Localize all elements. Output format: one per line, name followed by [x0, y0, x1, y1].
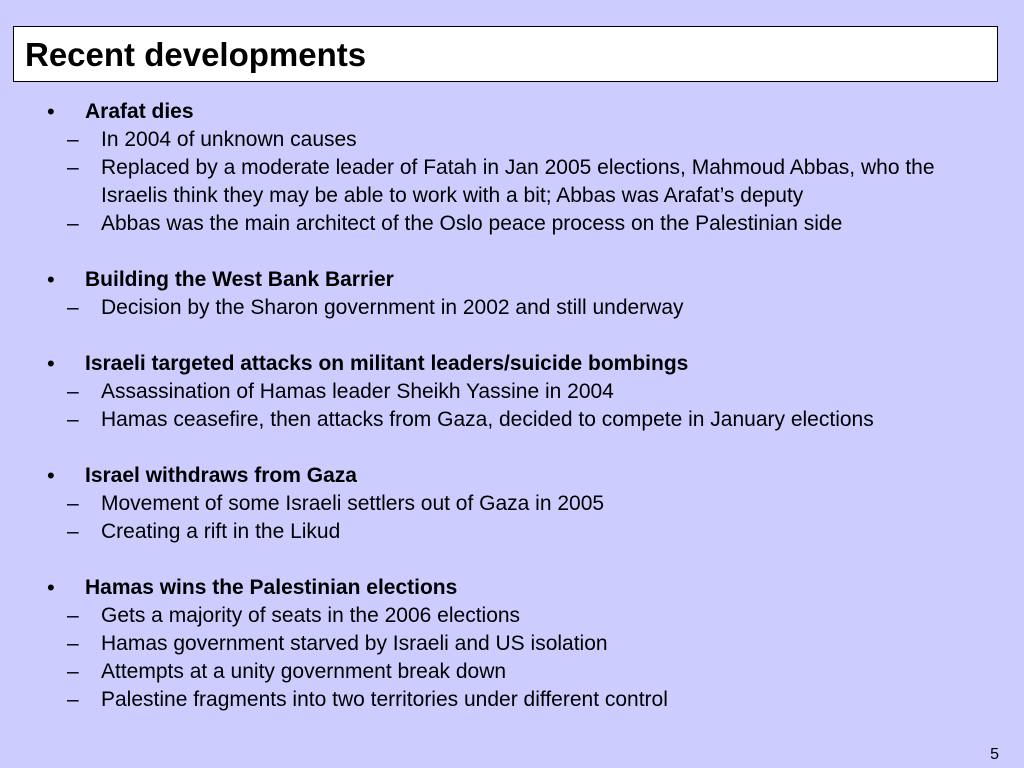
bullet-item — [0, 98, 1024, 126]
dash-icon: – — [67, 408, 79, 431]
page-title: Recent developments — [25, 36, 367, 73]
section-heading: Israel withdraws from Gaza — [85, 464, 357, 487]
bullet-icon: • — [47, 267, 55, 292]
sub-item — [0, 294, 1024, 322]
sub-item-text: Hamas government starved by Israeli and US isolation — [101, 632, 608, 655]
sub-item — [0, 126, 1024, 154]
dash-icon: – — [67, 212, 79, 235]
section-hamas-wins — [0, 574, 1024, 714]
dash-icon: – — [67, 492, 79, 515]
bullet-item — [0, 574, 1024, 602]
dash-icon: – — [67, 604, 79, 627]
sub-item-text: Creating a rift in the Likud — [101, 520, 341, 543]
bullet-item — [0, 462, 1024, 490]
section-arafat-dies — [0, 98, 1024, 238]
sub-item — [0, 154, 1024, 210]
section-heading: Arafat dies — [85, 100, 194, 123]
sub-item — [0, 378, 1024, 406]
bullet-icon: • — [47, 575, 55, 600]
sub-item-text: Decision by the Sharon government in 2002 and still underway — [101, 296, 684, 319]
sub-item-text: Abbas was the main architect of the Oslo peace process on the Palestinian side — [101, 212, 843, 235]
sub-item — [0, 658, 1024, 686]
sub-item-text: In 2004 of unknown causes — [101, 128, 357, 151]
sub-item — [0, 686, 1024, 714]
dash-icon: – — [67, 296, 79, 319]
dash-icon: – — [67, 520, 79, 543]
sub-item-text: Assassination of Hamas leader Sheikh Yassine in 2004 — [101, 380, 614, 403]
dash-icon: – — [67, 632, 79, 655]
sub-item-text: Hamas ceasefire, then attacks from Gaza, decided to compete in January elections — [101, 408, 874, 431]
sub-item-text: Palestine fragments into two territories under different control — [101, 688, 668, 711]
title-box — [13, 26, 998, 82]
section-heading: Israeli targeted attacks on militant leaders/suicide bombings — [85, 352, 689, 375]
sub-item — [0, 630, 1024, 658]
section-targeted-attacks — [0, 350, 1024, 434]
dash-icon: – — [67, 128, 79, 151]
section-west-bank-barrier — [0, 266, 1024, 322]
dash-icon: – — [67, 688, 79, 711]
sub-item-text: Attempts at a unity government break down — [101, 660, 507, 683]
sub-item — [0, 210, 1024, 238]
bullet-icon: • — [47, 351, 55, 376]
sub-item — [0, 518, 1024, 546]
page-number: 5 — [990, 746, 999, 763]
dash-icon: – — [67, 156, 79, 179]
sub-item — [0, 406, 1024, 434]
bullet-icon: • — [47, 463, 55, 488]
sub-item-text: Movement of some Israeli settlers out of Gaza in 2005 — [101, 492, 605, 515]
dash-icon: – — [67, 660, 79, 683]
sub-item-text: Replaced by a moderate leader of Fatah in Jan 2005 elections, Mahmoud Abbas, who the Israelis think they may be able to work with a bit; Abbas was Arafat’s deputy — [101, 156, 935, 207]
sub-item — [0, 602, 1024, 630]
bullet-item — [0, 350, 1024, 378]
section-heading: Building the West Bank Barrier — [85, 268, 394, 291]
bullet-item — [0, 266, 1024, 294]
section-gaza-withdrawal — [0, 462, 1024, 546]
dash-icon: – — [67, 380, 79, 403]
sub-item-text: Gets a majority of seats in the 2006 elections — [101, 604, 521, 627]
section-heading: Hamas wins the Palestinian elections — [85, 576, 458, 599]
slide-content — [0, 98, 1024, 742]
bullet-icon: • — [47, 99, 55, 124]
sub-item — [0, 490, 1024, 518]
